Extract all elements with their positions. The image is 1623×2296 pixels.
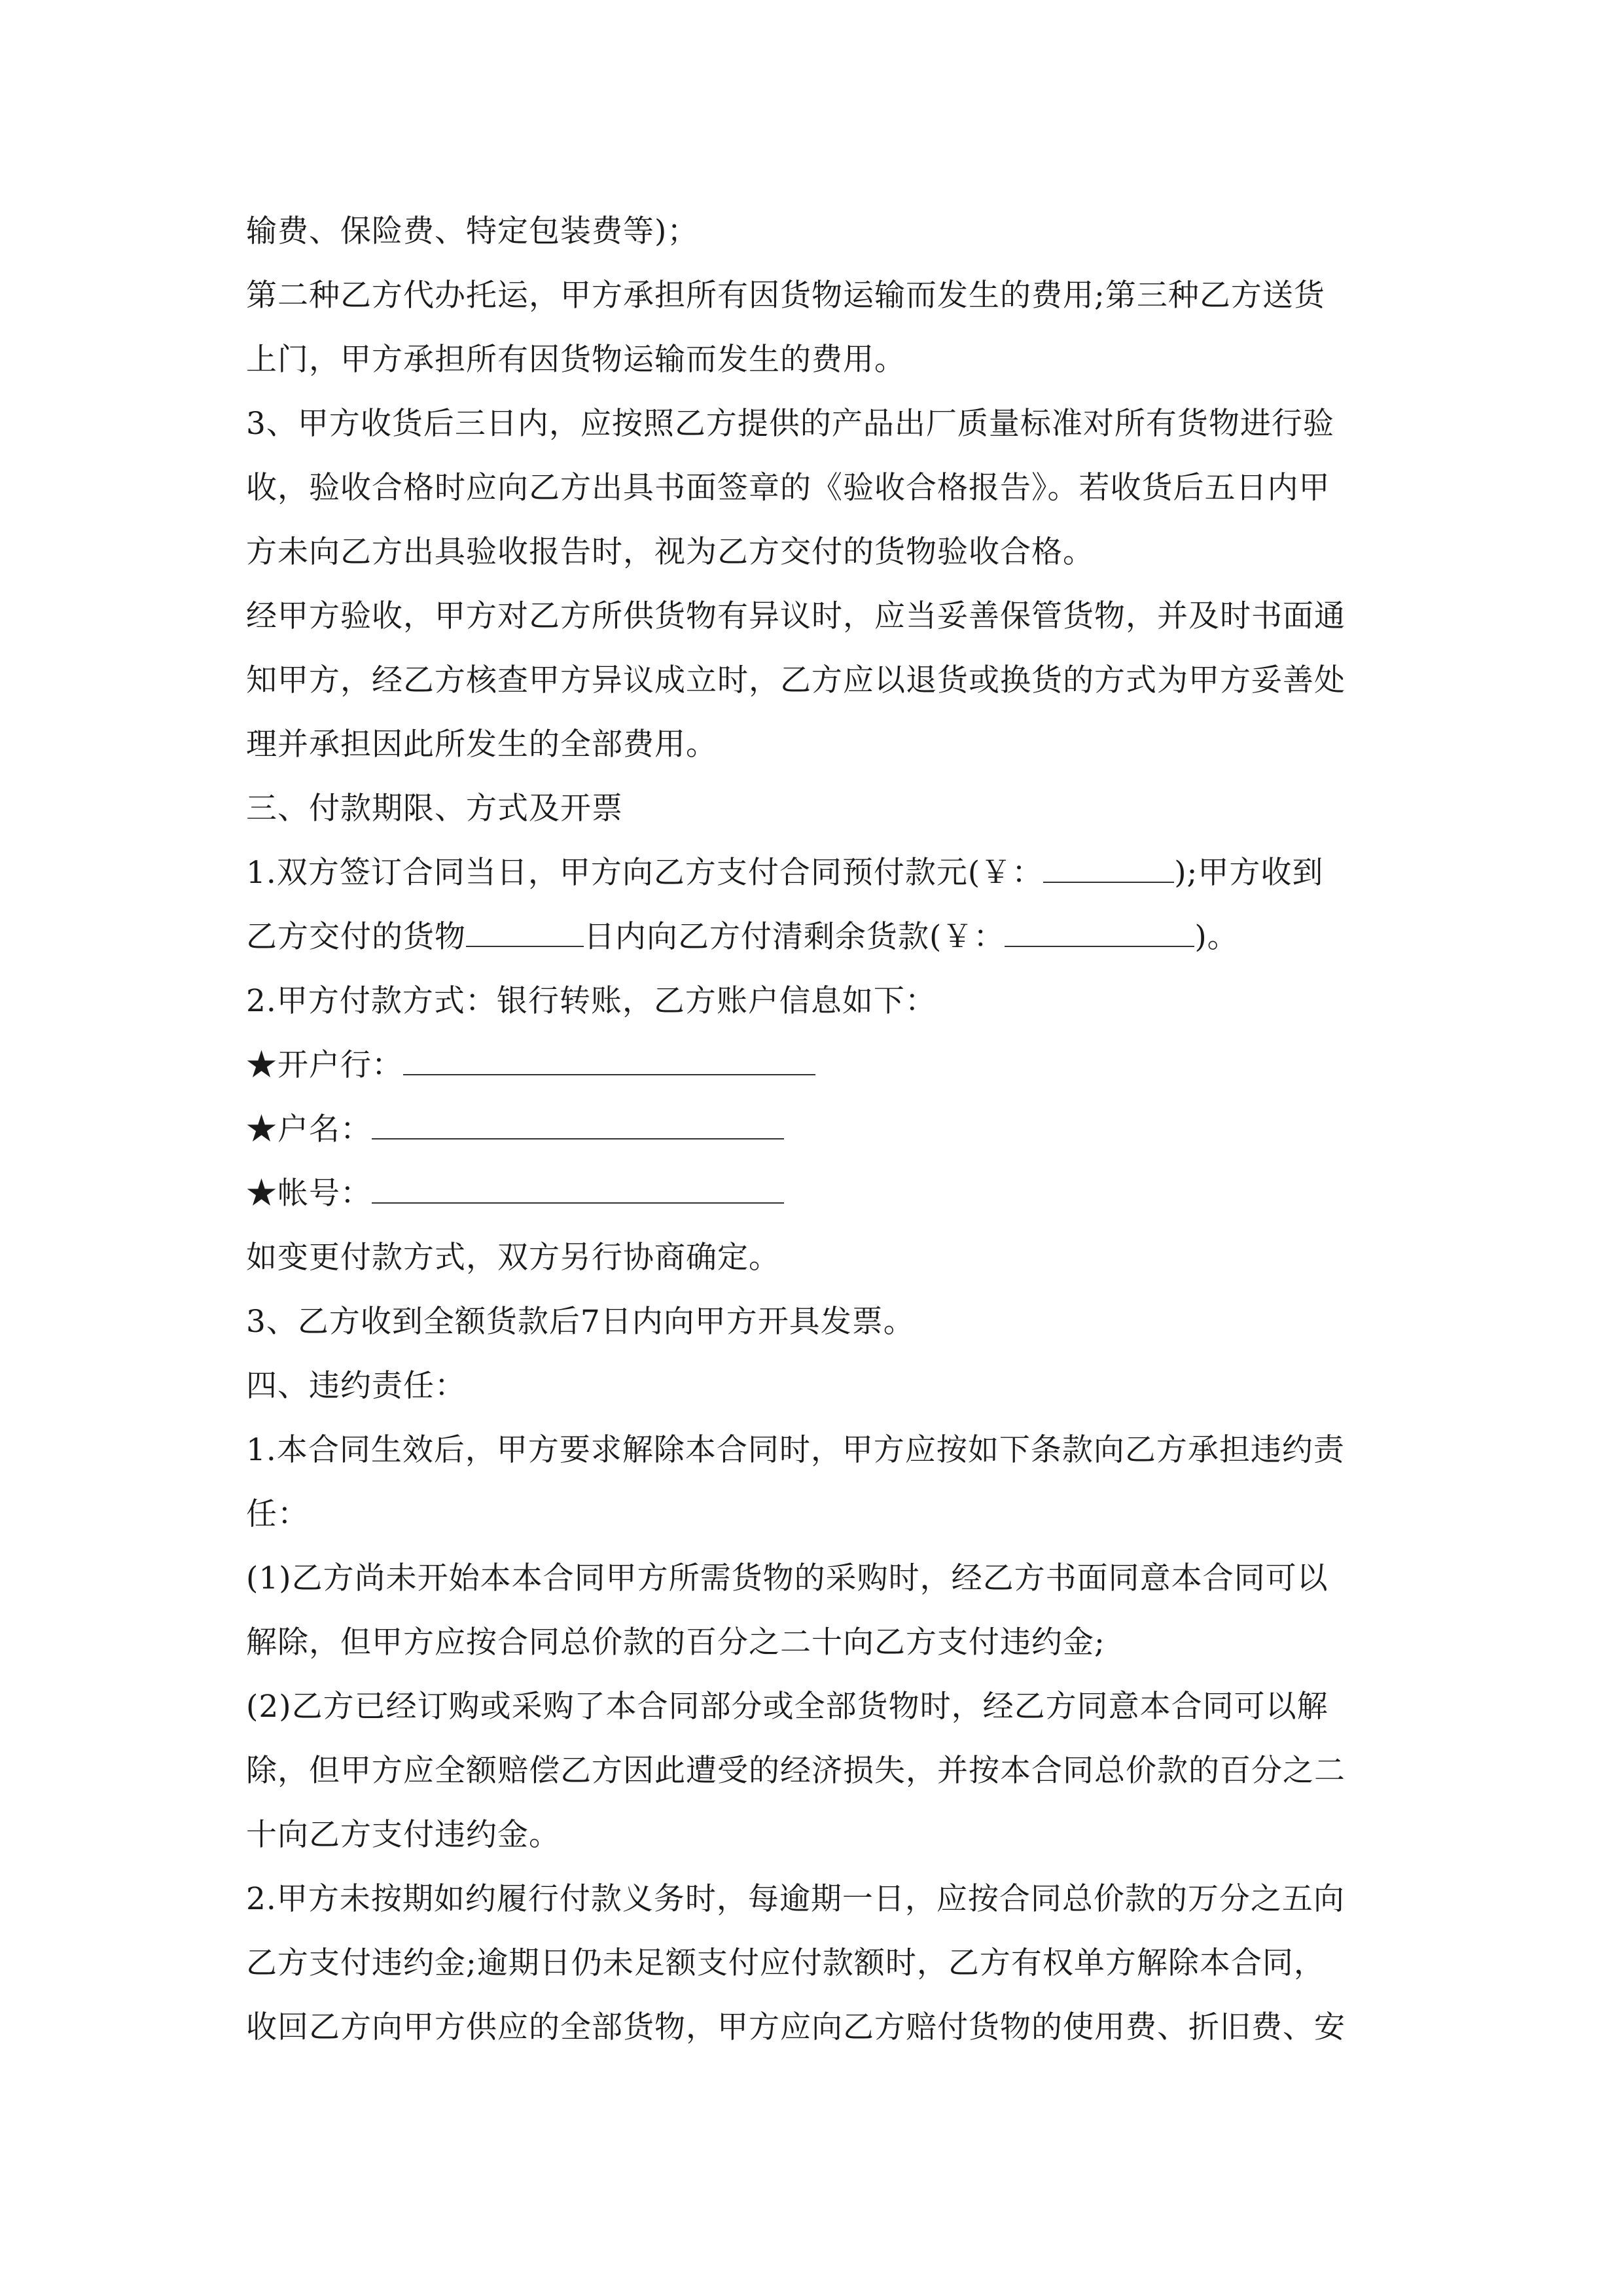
section-heading-liability: 四、违约责任： [246,1368,466,1404]
text-line: 经甲方验收，甲方对乙方所供货物有异议时，应当妥善保管货物，并及时书面通 [246,598,1346,634]
text-segment: 1.双方签订合同当日，甲方向乙方支付合同预付款元(￥： [246,855,1044,891]
contract-body [246,200,1378,2060]
account-number-blank[interactable] [372,1175,784,1204]
text-line: (2)乙方已经订购或采购了本合同部分或全部货物时，经乙方同意本合同可以解 [246,1689,1329,1725]
account-number-row [246,1162,1378,1226]
text-line: 知甲方，经乙方核查甲方异议成立时，乙方应以退货或换货的方式为甲方妥善处 [246,662,1346,698]
text-line: 收回乙方向甲方供应的全部货物，甲方应向乙方赔付货物的使用费、折旧费、安 [246,2009,1346,2045]
text-line: (1)乙方尚未开始本本合同甲方所需货物的采购时，经乙方书面同意本合同可以 [246,1560,1329,1596]
prepayment-amount-blank[interactable] [1043,854,1174,883]
text-line: 理并承担因此所发生的全部费用。 [246,726,717,762]
text-line: 方未向乙方出具验收报告时，视为乙方交付的货物验收合格。 [246,534,1094,570]
bank-name-blank[interactable] [403,1047,815,1075]
text-segment: 日内向乙方付清剩余货款(￥： [584,919,1005,955]
text-line: 如变更付款方式，双方另行协商确定。 [246,1240,780,1276]
balance-amount-blank[interactable] [1005,918,1194,947]
text-line: 乙方支付违约金;逾期日仍未足额支付应付款额时，乙方有权单方解除本合同， [246,1945,1325,1981]
text-line: 第二种乙方代办托运，甲方承担所有因货物运输而发生的费用;第三种乙方送货 [246,278,1325,314]
text-line: 2.甲方付款方式：银行转账，乙方账户信息如下： [246,983,936,1019]
bank-name-row [246,1033,1378,1098]
text-line: 3、乙方收到全额货款后7日内向甲方开具发票。 [246,1304,915,1340]
text-line: 2.甲方未按期如约履行付款义务时，每逾期一日，应按合同总价款的万分之五向 [246,1881,1345,1917]
text-line: 3、甲方收货后三日内，应按照乙方提供的产品出厂质量标准对所有货物进行验 [246,406,1334,442]
account-name-label: ★户名： [246,1111,372,1147]
section-heading-payment: 三、付款期限、方式及开票 [246,791,623,827]
text-line: 任： [246,1496,309,1532]
text-line: 上门，甲方承担所有因货物运输而发生的费用。 [246,342,906,378]
text-segment: )。 [1194,919,1239,955]
text-line: 1.本合同生效后，甲方要求解除本合同时，甲方应按如下条款向乙方承担违约责 [246,1432,1345,1468]
payment-days-blank[interactable] [466,918,584,947]
text-line: 输费、保险费、特定包装费等)； [246,213,699,249]
text-segment: 乙方交付的货物 [246,919,466,955]
payment-clause-1 [246,841,1378,905]
account-number-label: ★帐号： [246,1175,372,1211]
text-line: 解除，但甲方应按合同总价款的百分之二十向乙方支付违约金; [246,1624,1105,1660]
text-line: 收，验收合格时应向乙方出具书面签章的《验收合格报告》。若收货后五日内甲 [246,470,1330,506]
text-line: 除，但甲方应全额赔偿乙方因此遭受的经济损失，并按本合同总价款的百分之二 [246,1753,1346,1789]
text-segment: );甲方收到 [1174,855,1324,891]
text-line: 十向乙方支付违约金。 [246,1817,560,1853]
account-name-blank[interactable] [372,1111,784,1139]
bank-name-label: ★开户行： [246,1047,403,1083]
payment-clause-1-cont [246,905,1378,969]
account-name-row [246,1098,1378,1162]
